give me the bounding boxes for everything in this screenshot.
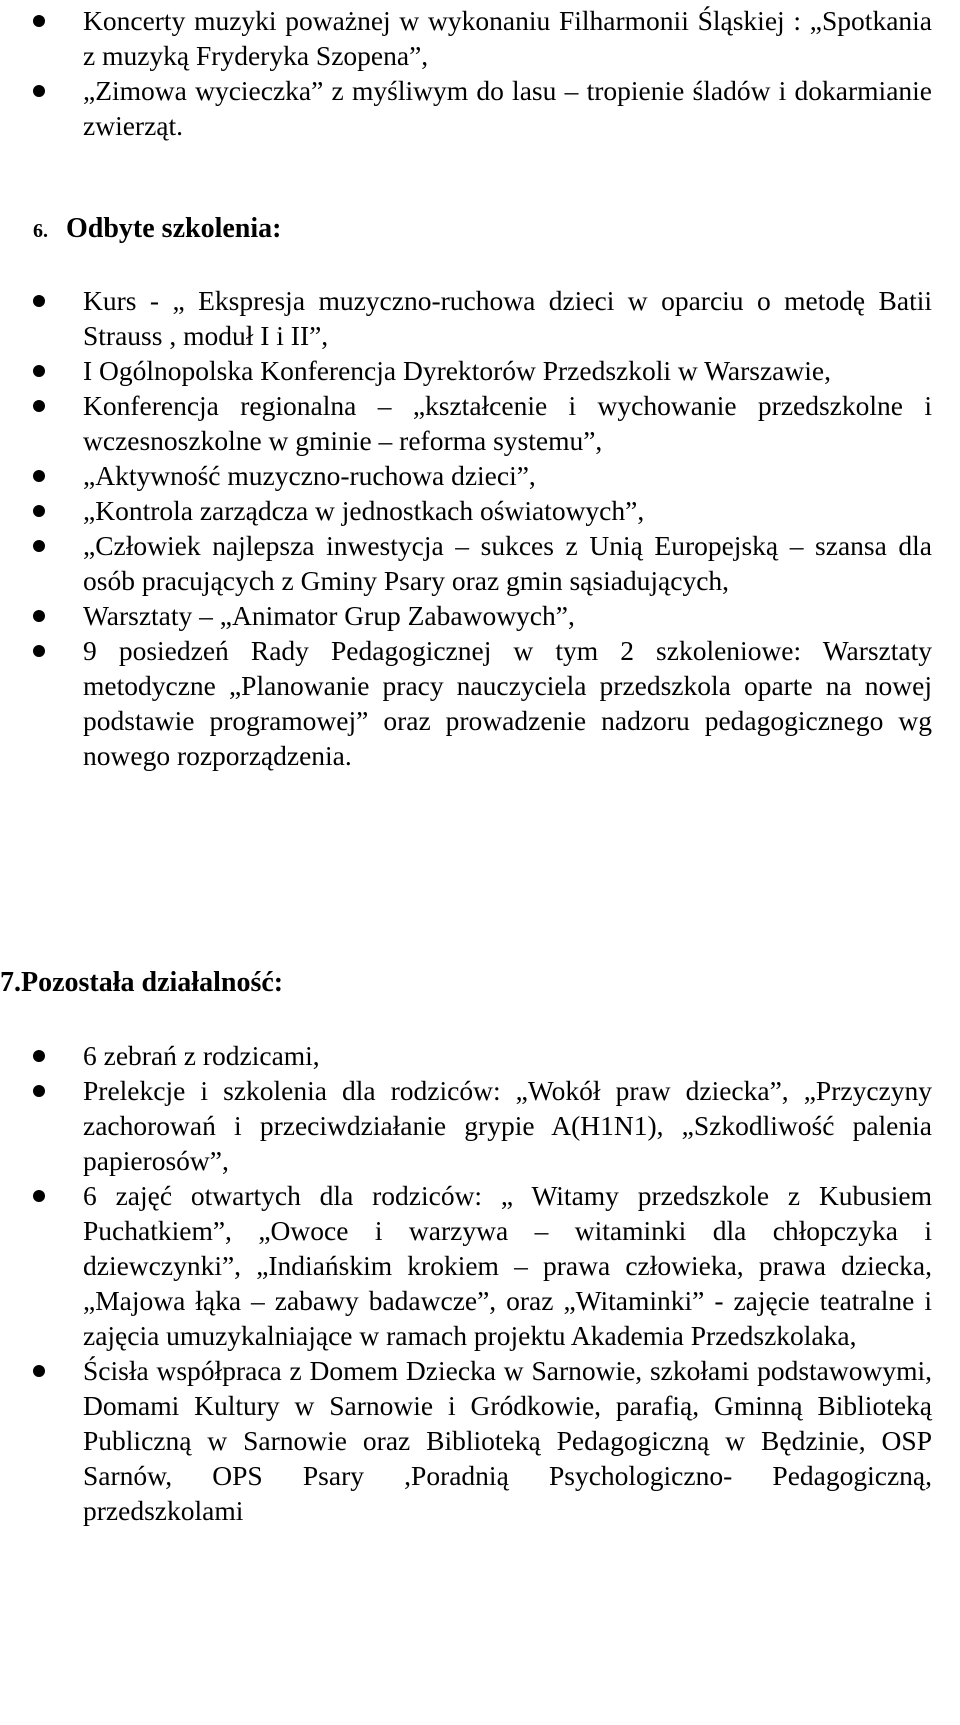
list-item-text: Prelekcje i szkolenia dla rodziców: „Wokół praw dziecka”, „Przyczyny zachorowań i przeciwdziałanie grypie A(H1N1), „Szkodliwość palenia papierosów”,	[83, 1075, 932, 1176]
list-item	[0, 1178, 960, 1353]
list-item	[0, 598, 960, 633]
bullet-icon	[33, 400, 45, 412]
list-item-text: „Człowiek najlepsza inwestycja – sukces z Unią Europejską – szansa dla osób pracujących z Gminy Psary oraz gmin sąsiadujących,	[83, 530, 932, 596]
bullet-icon	[33, 645, 45, 657]
list-item	[0, 633, 960, 773]
bullet-icon	[33, 610, 45, 622]
list-item-text: Warsztaty – „Animator Grup Zabawowych”,	[83, 600, 575, 631]
list-item-text: Koncerty muzyki poważnej w wykonaniu Filharmonii Śląskiej : „Spotkania z muzyką Fryderyka Szopena”,	[83, 5, 932, 71]
bullet-icon	[33, 1365, 45, 1377]
bullet-icon	[33, 540, 45, 552]
list-item-text: Konferencja regionalna – „kształcenie i wychowanie przedszkolne i wczesnoszkolne w gminie – reforma systemu”,	[83, 390, 932, 456]
bullet-icon	[33, 295, 45, 307]
list-item-text: Ścisła współpraca z Domem Dziecka w Sarnowie, szkołami podstawowymi, Domami Kultury w Sarnowie i Gródkowie, parafią, Gminną Biblioteką Publiczną w Sarnowie oraz Biblioteką Pedagogiczną w Będzinie, OSP Sarnów, OPS Psary ,Poradnią Psychologiczno- Pedagogiczną, przedszkolami	[83, 1355, 932, 1526]
section-7-list	[0, 1038, 960, 1528]
top-bullet-list	[0, 3, 960, 143]
section-7-number: 7.	[0, 967, 21, 998]
list-item	[0, 1038, 960, 1073]
list-item-text: Kurs - „ Ekspresja muzyczno-ruchowa dzieci w oparciu o metodę Batii Strauss , moduł I i II”,	[83, 285, 932, 351]
list-item-text: „Aktywność muzyczno-ruchowa dzieci”,	[83, 460, 536, 491]
bullet-icon	[33, 1190, 45, 1202]
list-item	[0, 283, 960, 353]
list-item	[0, 1073, 960, 1178]
list-item-text: I Ogólnopolska Konferencja Dyrektorów Przedszkoli w Warszawie,	[83, 355, 831, 386]
bullet-icon	[33, 365, 45, 377]
section-7-heading	[0, 965, 283, 1000]
section-6-list	[0, 283, 960, 773]
list-item	[0, 493, 960, 528]
bullet-icon	[33, 470, 45, 482]
list-item	[0, 73, 960, 143]
list-item-text: „Zimowa wycieczka” z myśliwym do lasu – tropienie śladów i dokarmianie zwierząt.	[83, 75, 932, 141]
list-item-text: 6 zebrań z rodzicami,	[83, 1040, 320, 1071]
list-item	[0, 458, 960, 493]
list-item-text: „Kontrola zarządcza w jednostkach oświatowych”,	[83, 495, 645, 526]
list-item	[0, 528, 960, 598]
bullet-icon	[33, 1085, 45, 1097]
list-item-text: 9 posiedzeń Rady Pedagogicznej w tym 2 szkoleniowe: Warsztaty metodyczne „Planowanie pracy nauczyciela przedszkola oparte na nowej podstawie programowej” oraz prowadzenie nadzoru pedagogicznego wg nowego rozporządzenia.	[83, 635, 932, 771]
list-item	[0, 388, 960, 458]
section-7-title: Pozostała działalność:	[21, 967, 284, 998]
section-6-title: Odbyte szkolenia:	[66, 213, 282, 244]
list-item	[0, 353, 960, 388]
list-item	[0, 3, 960, 73]
section-6-number: 6.	[33, 220, 48, 242]
list-item-text: 6 zajęć otwartych dla rodziców: „ Witamy przedszkole z Kubusiem Puchatkiem”, „Owoce i warzywa – witaminki dla chłopczyka i dziewczynki”, „Indiańskim krokiem – prawa człowieka, prawa dziecka, „Majowa łąka – zabawy badawcze”, oraz „Witaminki” - zajęcie teatralne i zajęcia umuzykalniające w ramach projektu Akademia Przedszkolaka,	[83, 1180, 932, 1351]
section-6-heading	[33, 211, 281, 249]
bullet-icon	[33, 505, 45, 517]
bullet-icon	[33, 85, 45, 97]
list-item	[0, 1353, 960, 1528]
bullet-icon	[33, 15, 45, 27]
bullet-icon	[33, 1050, 45, 1062]
